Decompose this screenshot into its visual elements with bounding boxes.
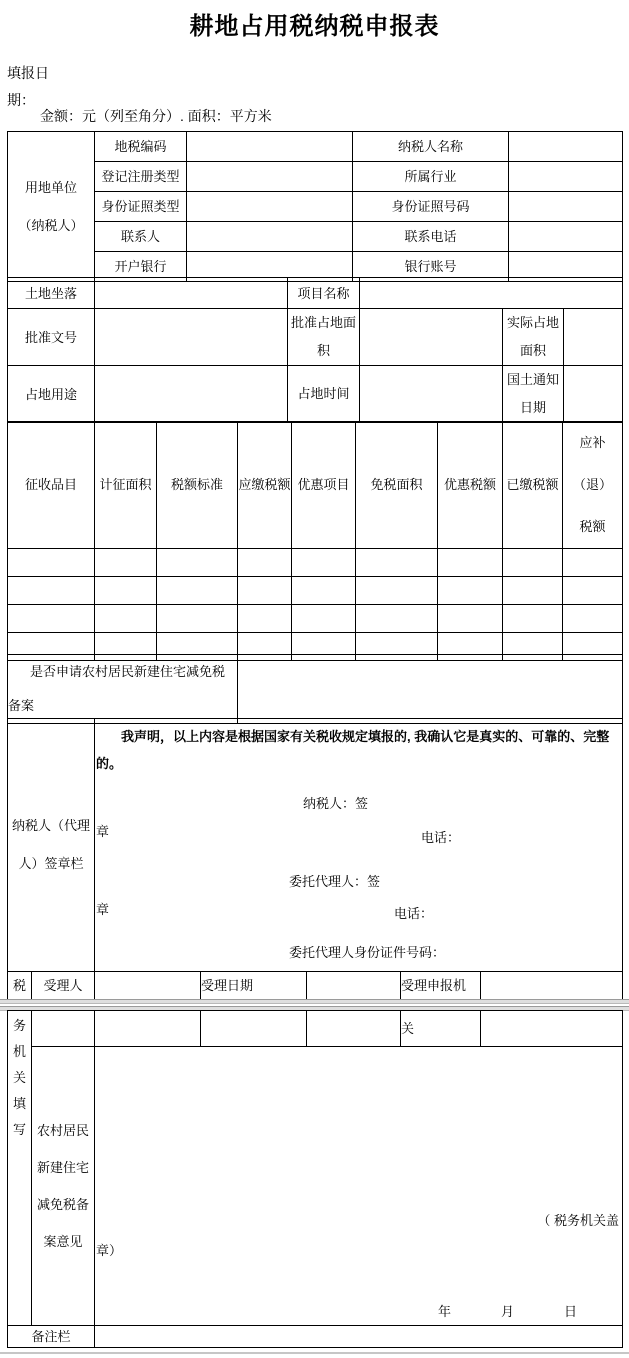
unit-note: 金额：元（列至角分）. 面积：平方米 [40, 108, 272, 124]
input-cell[interactable] [509, 192, 623, 222]
label-cell: 身份证照号码 [353, 192, 509, 222]
input-cell[interactable] [563, 577, 623, 605]
table-row [8, 366, 623, 423]
declaration-statement: 我声明，以上内容是根据国家有关税收规定填报的, 我确认它是真实的、可靠的、完整的。 [96, 729, 610, 771]
input-cell[interactable] [503, 549, 563, 577]
taxpayer-sign-label: 纳税人：签 [303, 796, 369, 811]
input-cell[interactable] [292, 577, 356, 605]
input-cell[interactable] [563, 605, 623, 633]
input-cell[interactable] [292, 549, 356, 577]
page-title: 耕地占用税纳税申报表 [189, 13, 440, 40]
column-header: 计征面积 [95, 422, 157, 549]
rural-opinion-label: 农村居民新建住宅减免税备案意见 [32, 1047, 95, 1326]
input-cell[interactable] [438, 605, 503, 633]
input-cell[interactable] [157, 605, 238, 633]
label-cell: 实际占地面积 [503, 309, 564, 366]
input-cell[interactable] [8, 605, 95, 633]
input-cell[interactable] [187, 162, 353, 192]
label-cell: 国土通知日期 [503, 366, 564, 423]
input-cell[interactable] [238, 577, 292, 605]
input-cell[interactable] [95, 309, 288, 366]
input-cell[interactable] [238, 549, 292, 577]
input-cell[interactable] [187, 222, 353, 252]
table-row [8, 719, 623, 972]
input-cell[interactable] [238, 605, 292, 633]
input-cell[interactable] [95, 577, 157, 605]
acceptance-table [7, 971, 623, 1000]
table-row [8, 309, 623, 366]
label-cell: 受理日期 [201, 972, 307, 1000]
column-header: 税额标准 [157, 422, 238, 549]
taxpayer-info-table [7, 131, 623, 282]
seal-wrap-char: 章 [96, 824, 110, 839]
page-bottom-edge [0, 1352, 629, 1354]
table-row [8, 1011, 623, 1047]
input-cell[interactable] [564, 366, 623, 423]
input-cell[interactable] [95, 972, 201, 1000]
authority-header-part2: 务机关填写 [8, 1011, 32, 1326]
input-cell[interactable] [292, 605, 356, 633]
label-cell: 项目名称 [288, 278, 360, 309]
taxpayer-row-header [8, 132, 95, 282]
label-cell: 所属行业 [353, 162, 509, 192]
levy-table [7, 421, 623, 661]
authority-fill-table [7, 1010, 623, 1348]
label-cell: 纳税人名称 [353, 132, 509, 162]
date-year-label: 年 [438, 1304, 452, 1319]
seal-wrap-char: 章 [96, 902, 110, 917]
input-cell[interactable] [95, 1011, 201, 1047]
input-cell[interactable] [307, 972, 401, 1000]
label-cell: 占地时间 [288, 366, 360, 423]
rural-filing-label: 是否申请农村居民新建住宅减免税备案 [8, 655, 238, 724]
rural-filing-table [7, 654, 623, 724]
table-row [8, 192, 623, 222]
declaration-content-cell[interactable] [95, 719, 623, 972]
label-cell: 受理申报机 [401, 972, 481, 1000]
table-row [8, 162, 623, 192]
phone-label: 电话： [421, 830, 461, 845]
input-cell[interactable] [360, 366, 503, 423]
table-row [8, 605, 623, 633]
input-cell[interactable] [438, 549, 503, 577]
column-header: 优惠税额 [438, 422, 503, 549]
declaration-table [7, 718, 623, 972]
table-row [8, 655, 623, 724]
label-cell: 占地用途 [8, 366, 95, 423]
label-cell: 土地坐落 [8, 278, 95, 309]
table-row [8, 972, 623, 1000]
label-cell: 联系人 [95, 222, 187, 252]
input-cell[interactable] [356, 549, 438, 577]
input-cell[interactable] [360, 278, 623, 309]
label-cell: 登记注册类型 [95, 162, 187, 192]
column-header: 应缴税额 [238, 422, 292, 549]
input-cell[interactable] [238, 655, 623, 724]
input-cell[interactable] [563, 549, 623, 577]
label-cell: 身份证照类型 [95, 192, 187, 222]
agent-id-label: 委托代理人身份证件号码： [289, 945, 446, 960]
input-cell[interactable] [509, 132, 623, 162]
label-cell: 地税编码 [95, 132, 187, 162]
input-cell[interactable] [157, 549, 238, 577]
column-header: 应补（退）税额 [563, 422, 623, 549]
table-row [8, 132, 623, 162]
input-cell[interactable] [509, 162, 623, 192]
input-cell[interactable] [201, 1011, 307, 1047]
input-cell[interactable] [95, 278, 288, 309]
column-header: 优惠项目 [292, 422, 356, 549]
table-row [8, 278, 623, 309]
agent-sign-label: 委托代理人：签 [289, 874, 381, 889]
date-month-label: 月 [501, 1304, 515, 1319]
label-cell: 批准占地面积 [288, 309, 360, 366]
authority-stamp-note: （ 税务机关盖 [537, 1213, 619, 1228]
row-header-line1: 用地单位 [24, 179, 77, 195]
input-cell[interactable] [95, 549, 157, 577]
input-cell[interactable] [481, 1011, 623, 1047]
authority-stamp-note-wrap: 章） [96, 1243, 123, 1258]
table-row [8, 222, 623, 252]
column-header: 征收品目 [8, 422, 95, 549]
land-info-table [7, 277, 623, 423]
rural-opinion-cell[interactable] [95, 1047, 623, 1326]
input-cell[interactable] [356, 577, 438, 605]
input-cell[interactable] [8, 549, 95, 577]
input-cell[interactable] [187, 132, 353, 162]
declaration-row-header: 纳税人（代理人）签章栏 [8, 719, 95, 972]
input-cell[interactable] [509, 222, 623, 252]
phone-label: 电话： [394, 906, 434, 921]
input-cell[interactable] [32, 1011, 95, 1047]
date-day-label: 日 [564, 1304, 578, 1319]
input-cell[interactable] [95, 605, 157, 633]
accept-office-wrap-char: 关 [401, 1011, 481, 1047]
label-cell: 联系电话 [353, 222, 509, 252]
row-header-line2: （纳税人） [18, 217, 84, 233]
input-cell[interactable] [95, 1326, 623, 1348]
input-cell[interactable] [8, 577, 95, 605]
column-header: 免税面积 [356, 422, 438, 549]
column-header: 已缴税额 [503, 422, 563, 549]
input-cell[interactable] [356, 605, 438, 633]
input-cell[interactable] [503, 577, 563, 605]
label-cell: 开户银行 [95, 252, 187, 282]
input-cell[interactable] [481, 972, 623, 1000]
input-cell[interactable] [503, 605, 563, 633]
table-row [8, 549, 623, 577]
remarks-label: 备注栏 [8, 1326, 95, 1348]
input-cell[interactable] [95, 366, 288, 423]
input-cell[interactable] [307, 1011, 401, 1047]
label-cell: 受理人 [32, 972, 95, 1000]
fill-date-label: 填报日期： [7, 65, 49, 108]
label-cell: 批准文号 [8, 309, 95, 366]
authority-header-part1: 税 [8, 972, 32, 1000]
label-cell: 银行账号 [353, 252, 509, 282]
table-row [8, 577, 623, 605]
input-cell[interactable] [157, 577, 238, 605]
table-row [8, 1047, 623, 1326]
input-cell[interactable] [187, 192, 353, 222]
levy-header-row [8, 422, 623, 549]
table-row [8, 1326, 623, 1348]
input-cell[interactable] [360, 309, 503, 366]
input-cell[interactable] [564, 309, 623, 366]
input-cell[interactable] [438, 577, 503, 605]
